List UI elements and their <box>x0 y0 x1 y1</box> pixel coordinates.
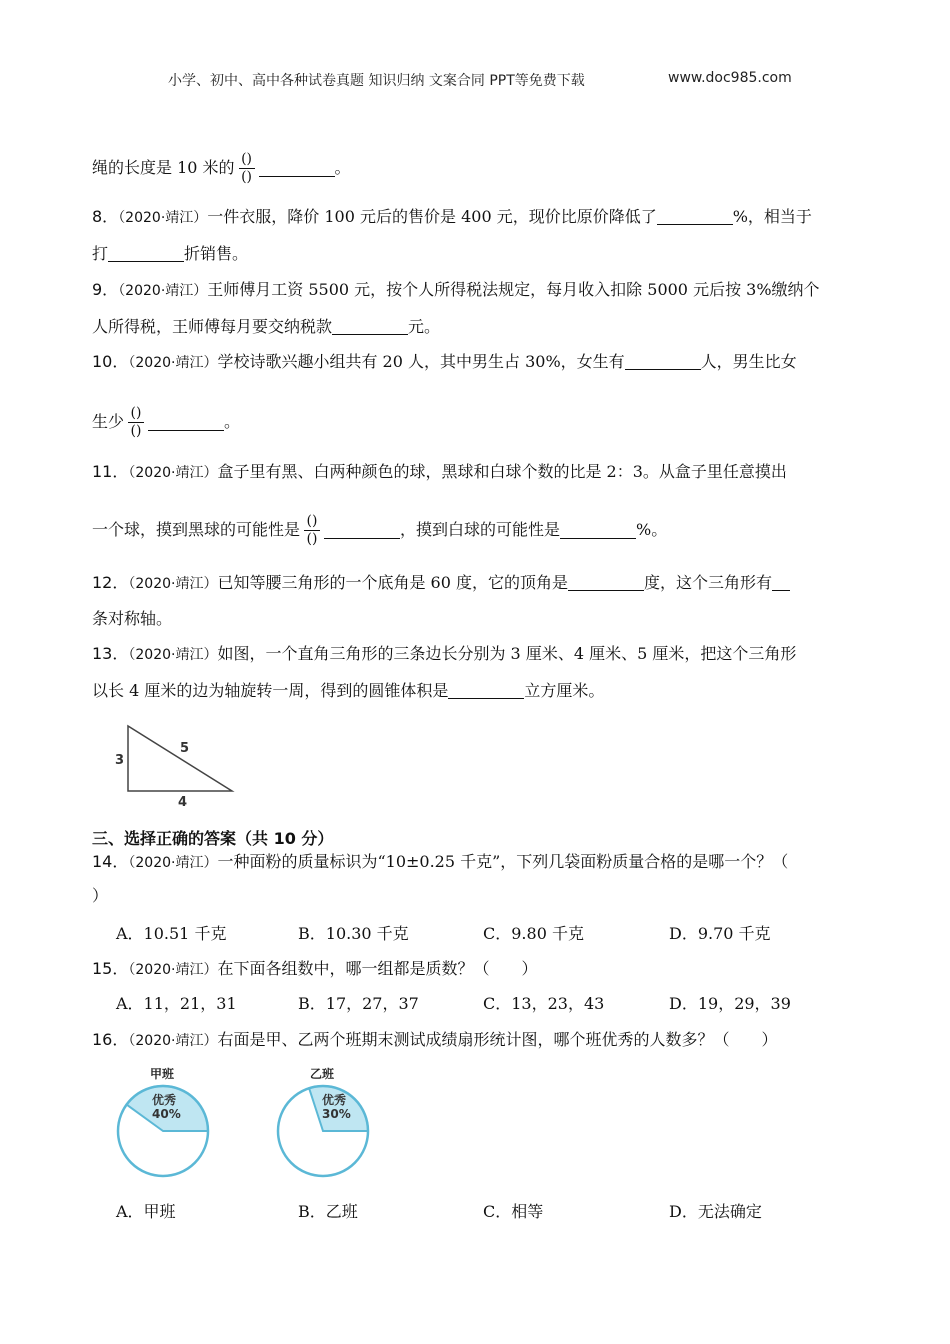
question-source: （2020·靖江） <box>118 210 208 226</box>
pie-sector-percent: 40% <box>152 1107 181 1121</box>
option-d[interactable]: D．19，29，39 <box>669 994 791 1013</box>
option-d[interactable]: D．9.70 千克 <box>669 924 771 943</box>
question-number: 16． <box>92 1030 129 1049</box>
question-number: 8． <box>92 207 119 226</box>
header-banner: 小学、初中、高中各种试卷真题 知识归纳 文案合同 PPT等免费下载 <box>168 73 585 89</box>
q13-line2: 以长 4 厘米的边为轴旋转一周，得到的圆锥体积是 立方厘米。 <box>92 681 605 700</box>
option-a[interactable]: A．10.51 千克 <box>116 924 227 943</box>
q10-line2: 生少 $\frac{()}{()}$ 。 <box>92 404 241 439</box>
triangle-shape <box>128 726 232 791</box>
pie-sector-percent: 30% <box>322 1107 351 1121</box>
answer-blank[interactable] <box>772 574 790 591</box>
question-number: 9． <box>92 280 119 299</box>
answer-blank[interactable] <box>324 522 400 539</box>
pie-chart-class-a <box>112 1062 222 1182</box>
answer-blank[interactable] <box>108 245 184 262</box>
option-a[interactable]: A．甲班 <box>116 1202 176 1221</box>
q15-line1: 15．（2020·靖江）在下面各组数中，哪一组都是质数？（ ） <box>92 959 538 978</box>
answer-blank[interactable] <box>560 522 636 539</box>
side-label-hypotenuse: 5 <box>180 741 190 756</box>
question-source: （2020·靖江） <box>128 962 218 978</box>
question-source: （2020·靖江） <box>128 355 218 371</box>
option-c[interactable]: C．相等 <box>483 1202 544 1221</box>
q11-line1: 11．（2020·靖江）盒子里有黑、白两种颜色的球，黑球和白球个数的比是 2：3。从盒子里任意摸出 <box>92 462 787 481</box>
question-number: 14． <box>92 852 129 871</box>
header-url: www.doc985.com <box>668 70 792 86</box>
pie-sector-label: 优秀 <box>322 1093 347 1107</box>
option-b[interactable]: B．乙班 <box>298 1202 358 1221</box>
q14-line2: ） <box>92 886 109 905</box>
question-number: 10． <box>92 352 129 371</box>
question-source: （2020·靖江） <box>128 647 218 663</box>
fraction-blank: $\frac{()}{()}$ <box>239 151 255 186</box>
pie-chart-class-b <box>272 1062 382 1182</box>
option-a[interactable]: A．11，21，31 <box>116 994 237 1013</box>
question-source: （2020·靖江） <box>128 1033 218 1049</box>
question-source: （2020·靖江） <box>128 465 218 481</box>
question-number: 12． <box>92 573 129 592</box>
q7-tail-line: 绳的长度是 10 米的 $\frac{()}{()}$ 。 <box>92 150 351 185</box>
answer-blank[interactable] <box>657 208 733 225</box>
option-b[interactable]: B．17，27，37 <box>298 994 419 1013</box>
right-triangle-figure <box>108 718 248 810</box>
answer-blank[interactable] <box>259 160 335 177</box>
option-c[interactable]: C．13，23，43 <box>483 994 605 1013</box>
pie-title: 乙班 <box>310 1067 335 1081</box>
question-number: 15． <box>92 959 129 978</box>
side-label-left: 3 <box>115 753 125 768</box>
pie-sector-label: 优秀 <box>152 1093 177 1107</box>
option-c[interactable]: C．9.80 千克 <box>483 924 584 943</box>
option-d[interactable]: D．无法确定 <box>669 1202 762 1221</box>
answer-blank[interactable] <box>625 353 701 370</box>
question-source: （2020·靖江） <box>118 283 208 299</box>
answer-blank[interactable] <box>448 682 524 699</box>
answer-blank[interactable] <box>148 414 224 431</box>
section-title: 三、选择正确的答案（共 10 分） <box>92 829 334 848</box>
pie-title: 甲班 <box>150 1067 175 1081</box>
q14-line1: 14．（2020·靖江）一种面粉的质量标识为“10±0.25 千克”，下列几袋面粉质量合格的是哪一个？（ <box>92 852 789 871</box>
q7-text: 绳的长度是 10 米的 <box>92 158 235 177</box>
fraction-blank: $\frac{()}{()}$ <box>128 405 144 440</box>
answer-blank[interactable] <box>568 574 644 591</box>
question-source: （2020·靖江） <box>128 855 218 871</box>
question-number: 11． <box>92 462 129 481</box>
q9-line1: 9．（2020·靖江）王师傅月工资 5500 元，按个人所得税法规定，每月收入扣除 5000 元后按 3%缴纳个 <box>92 280 820 299</box>
q13-line1: 13．（2020·靖江）如图，一个直角三角形的三条边长分别为 3 厘米、4 厘米、5 厘米，把这个三角形 <box>92 644 797 663</box>
q16-line1: 16．（2020·靖江）右面是甲、乙两个班期末测试成绩扇形统计图，哪个班优秀的人数多？（ ） <box>92 1030 778 1049</box>
answer-blank[interactable] <box>332 318 408 335</box>
q12-line2: 条对称轴。 <box>92 609 173 628</box>
q10-line1: 10．（2020·靖江）学校诗歌兴趣小组共有 20 人，其中男生占 30%，女生有 人，男生比女 <box>92 352 797 371</box>
q11-line2: 一个球，摸到黑球的可能性是 $\frac{()}{()}$ ，摸到白球的可能性是 %。 <box>92 512 668 547</box>
q8-line2: 打 折销售。 <box>92 244 249 263</box>
question-source: （2020·靖江） <box>128 576 218 592</box>
question-number: 13． <box>92 644 129 663</box>
q9-line2: 人所得税，王师傅每月要交纳税款 元。 <box>92 317 441 336</box>
fraction-blank: $\frac{()}{()}$ <box>304 513 320 548</box>
option-b[interactable]: B．10.30 千克 <box>298 924 409 943</box>
side-label-bottom: 4 <box>178 795 188 810</box>
q12-line1: 12．（2020·靖江）已知等腰三角形的一个底角是 60 度，它的顶角是 度，这个三角形有 <box>92 573 790 594</box>
q8-line1: 8．（2020·靖江）一件衣服，降价 100 元后的售价是 400 元，现价比原价降低了 %，相当于 <box>92 207 812 226</box>
